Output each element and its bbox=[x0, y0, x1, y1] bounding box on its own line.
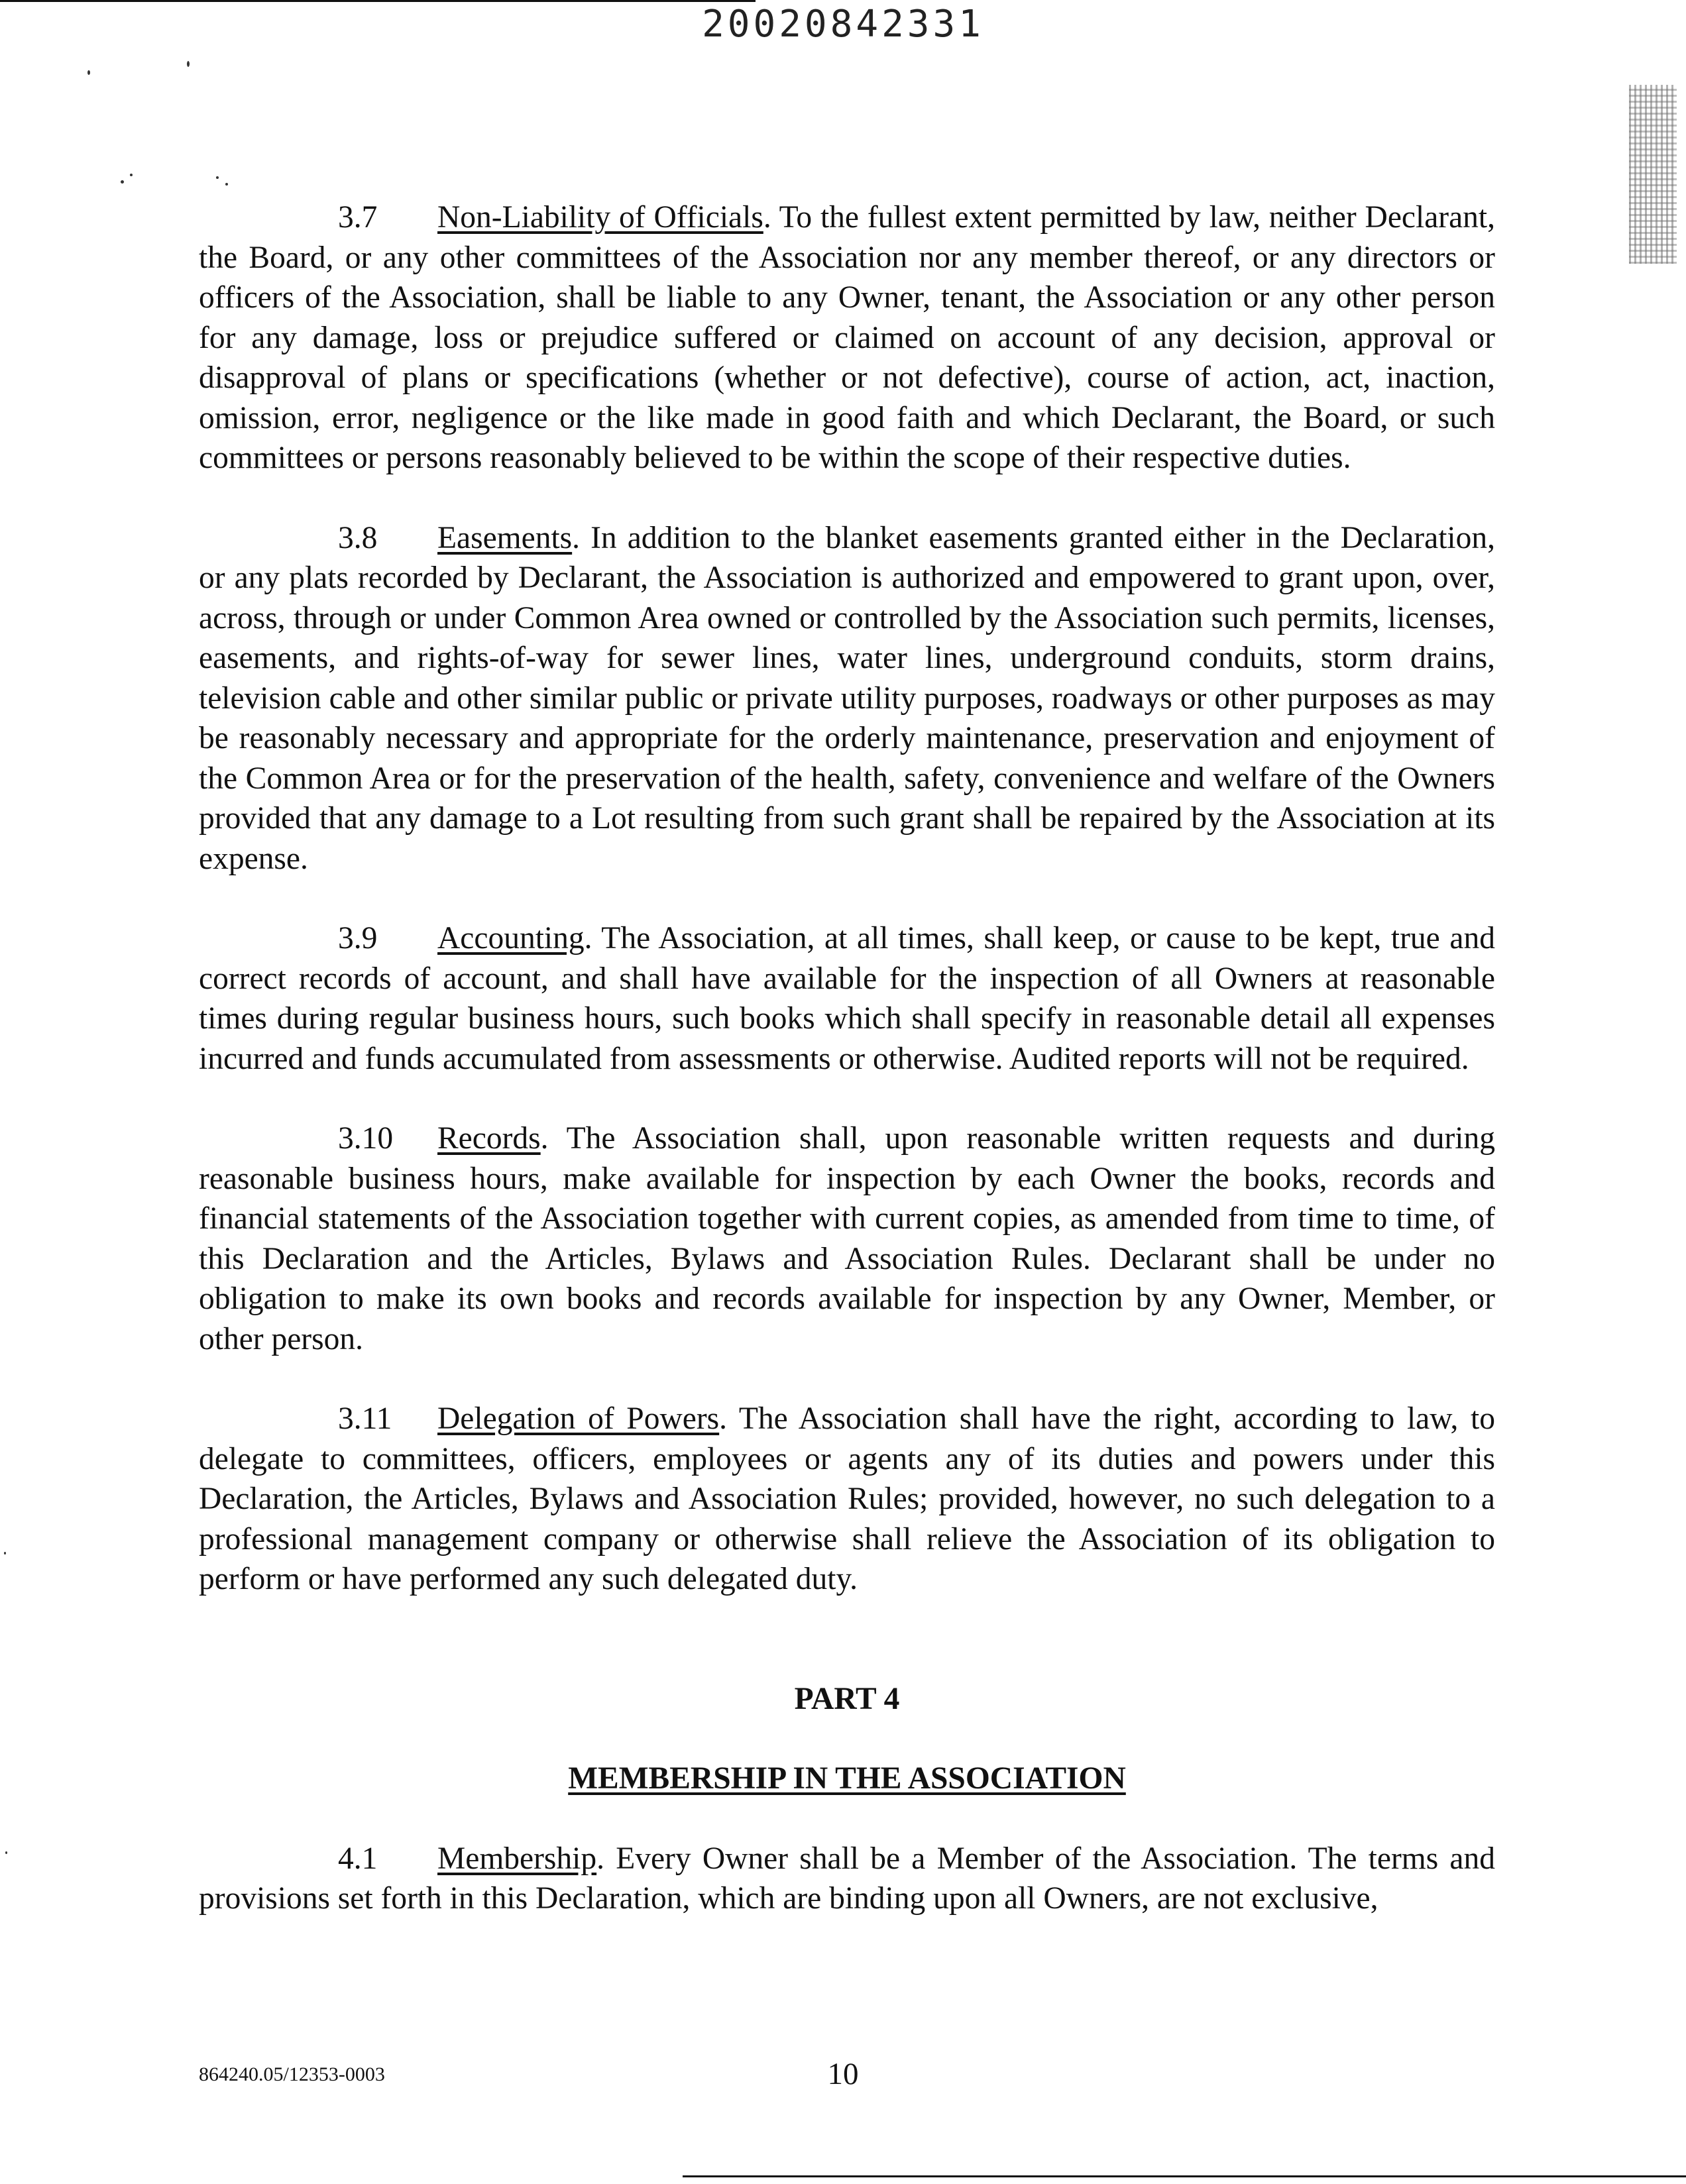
section-title: Membership bbox=[437, 1841, 597, 1876]
section-text: . The Association shall, upon reasonable written requests and during reasonable business hours, make available for inspection by each Owner the books, records and financial statements of the Association together with current copies, as amended from time to time, of this Declaration and the Articles, Bylaws and Association Rules. Declarant shall be under no obligation to make its own books and records available for inspection by any Owner, Member, or other person. bbox=[199, 1121, 1495, 1356]
scan-speck bbox=[5, 1851, 7, 1854]
part-title: MEMBERSHIP IN THE ASSOCIATION bbox=[568, 1761, 1126, 1796]
section-paragraph bbox=[199, 1119, 1495, 1359]
scan-speck bbox=[4, 1552, 6, 1555]
section-number: 3.8 bbox=[338, 520, 378, 555]
document-code: 864240.05/12353-0003 bbox=[199, 2063, 385, 2085]
recording-number: 20020842331 bbox=[702, 3, 984, 46]
section-title: Easements bbox=[437, 520, 573, 555]
section-paragraph bbox=[199, 918, 1495, 1079]
section-text: . To the fullest extent permitted by law, neither Declarant, the Board, or any other committees of the Association nor any member thereof, or any directors or officers of the Association, shall be liable to any Owner, tenant, the Association or any other person for any damage, loss or prejudice suffered or claimed on account of any decision, approval or disapproval of plans or specifications (whether or not defective), course of action, act, inaction, omission, error, negligence or the like made in good faith and which Declarant, the Board, or such committees or persons reasonably believed to be within the scope of their respective duties. bbox=[199, 200, 1496, 475]
section-text: . Every Owner shall be a Member of the Association. The terms and provisions set forth in this Declaration, which are binding upon all Owners, are not exclusive, bbox=[199, 1841, 1495, 1916]
section-text: . The Association, at all times, shall keep, or cause to be kept, true and correct records of account, and shall have available for the inspection of all Owners at reasonable times during regular business hours, such books which shall specify in reasonable detail all expenses incurred and funds accumulated from assessments or otherwise. Audited reports will not be required. bbox=[199, 921, 1495, 1076]
section-number: 3.9 bbox=[338, 921, 378, 956]
section-text: . In addition to the blanket easements granted either in the Declaration, or any plats recorded by Declarant, the Association is authorized and empowered to grant upon, over, across, through or under Common Area owned or controlled by the Association such permits, licenses, easements, and rights-of-way for sewer lines, water lines, underground conduits, storm drains, television cable and other similar public or private utility purposes, roadways or other purposes as may be reasonably necessary and appropriate for the orderly maintenance, preservation and enjoyment of the Common Area or for the preservation of the health, safety, convenience and welfare of the Owners provided that any damage to a Lot resulting from such grant shall be repaired by the Association at its expense. bbox=[199, 520, 1495, 876]
section-paragraph bbox=[199, 1399, 1495, 1600]
scan-speck bbox=[216, 176, 219, 179]
scan-speck bbox=[121, 180, 124, 184]
section-number: 4.1 bbox=[338, 1841, 378, 1876]
barcode-stamp bbox=[1629, 85, 1677, 264]
page-number: 10 bbox=[827, 2057, 859, 2091]
part-heading: PART 4 bbox=[794, 1681, 900, 1716]
section-paragraph bbox=[199, 197, 1495, 478]
scan-speck bbox=[130, 174, 133, 176]
section-number: 3.7 bbox=[338, 200, 378, 235]
section-title: Records bbox=[437, 1121, 541, 1156]
scan-speck bbox=[225, 183, 228, 186]
bottom-rule bbox=[683, 2175, 1686, 2177]
section-paragraph bbox=[199, 1839, 1495, 1919]
scan-speck bbox=[87, 70, 90, 75]
section-paragraph bbox=[199, 518, 1495, 879]
section-title: Accounting bbox=[437, 921, 585, 956]
section-title: Non-Liability of Officials bbox=[437, 200, 763, 235]
section-title: Delegation of Powers bbox=[437, 1401, 720, 1436]
scan-speck bbox=[187, 61, 190, 67]
section-text: . The Association shall have the right, according to law, to delegate to committees, officers, employees or agents any of its duties and powers under this Declaration, the Articles, Bylaws and Association Rules; provided, however, no such delegation to a professional management company or otherwise shall relieve the Association of its obligation to perform or have performed any such delegated duty. bbox=[199, 1401, 1495, 1596]
section-number: 3.10 bbox=[338, 1121, 394, 1156]
section-number: 3.11 bbox=[338, 1401, 392, 1436]
document-body bbox=[199, 197, 1495, 1959]
